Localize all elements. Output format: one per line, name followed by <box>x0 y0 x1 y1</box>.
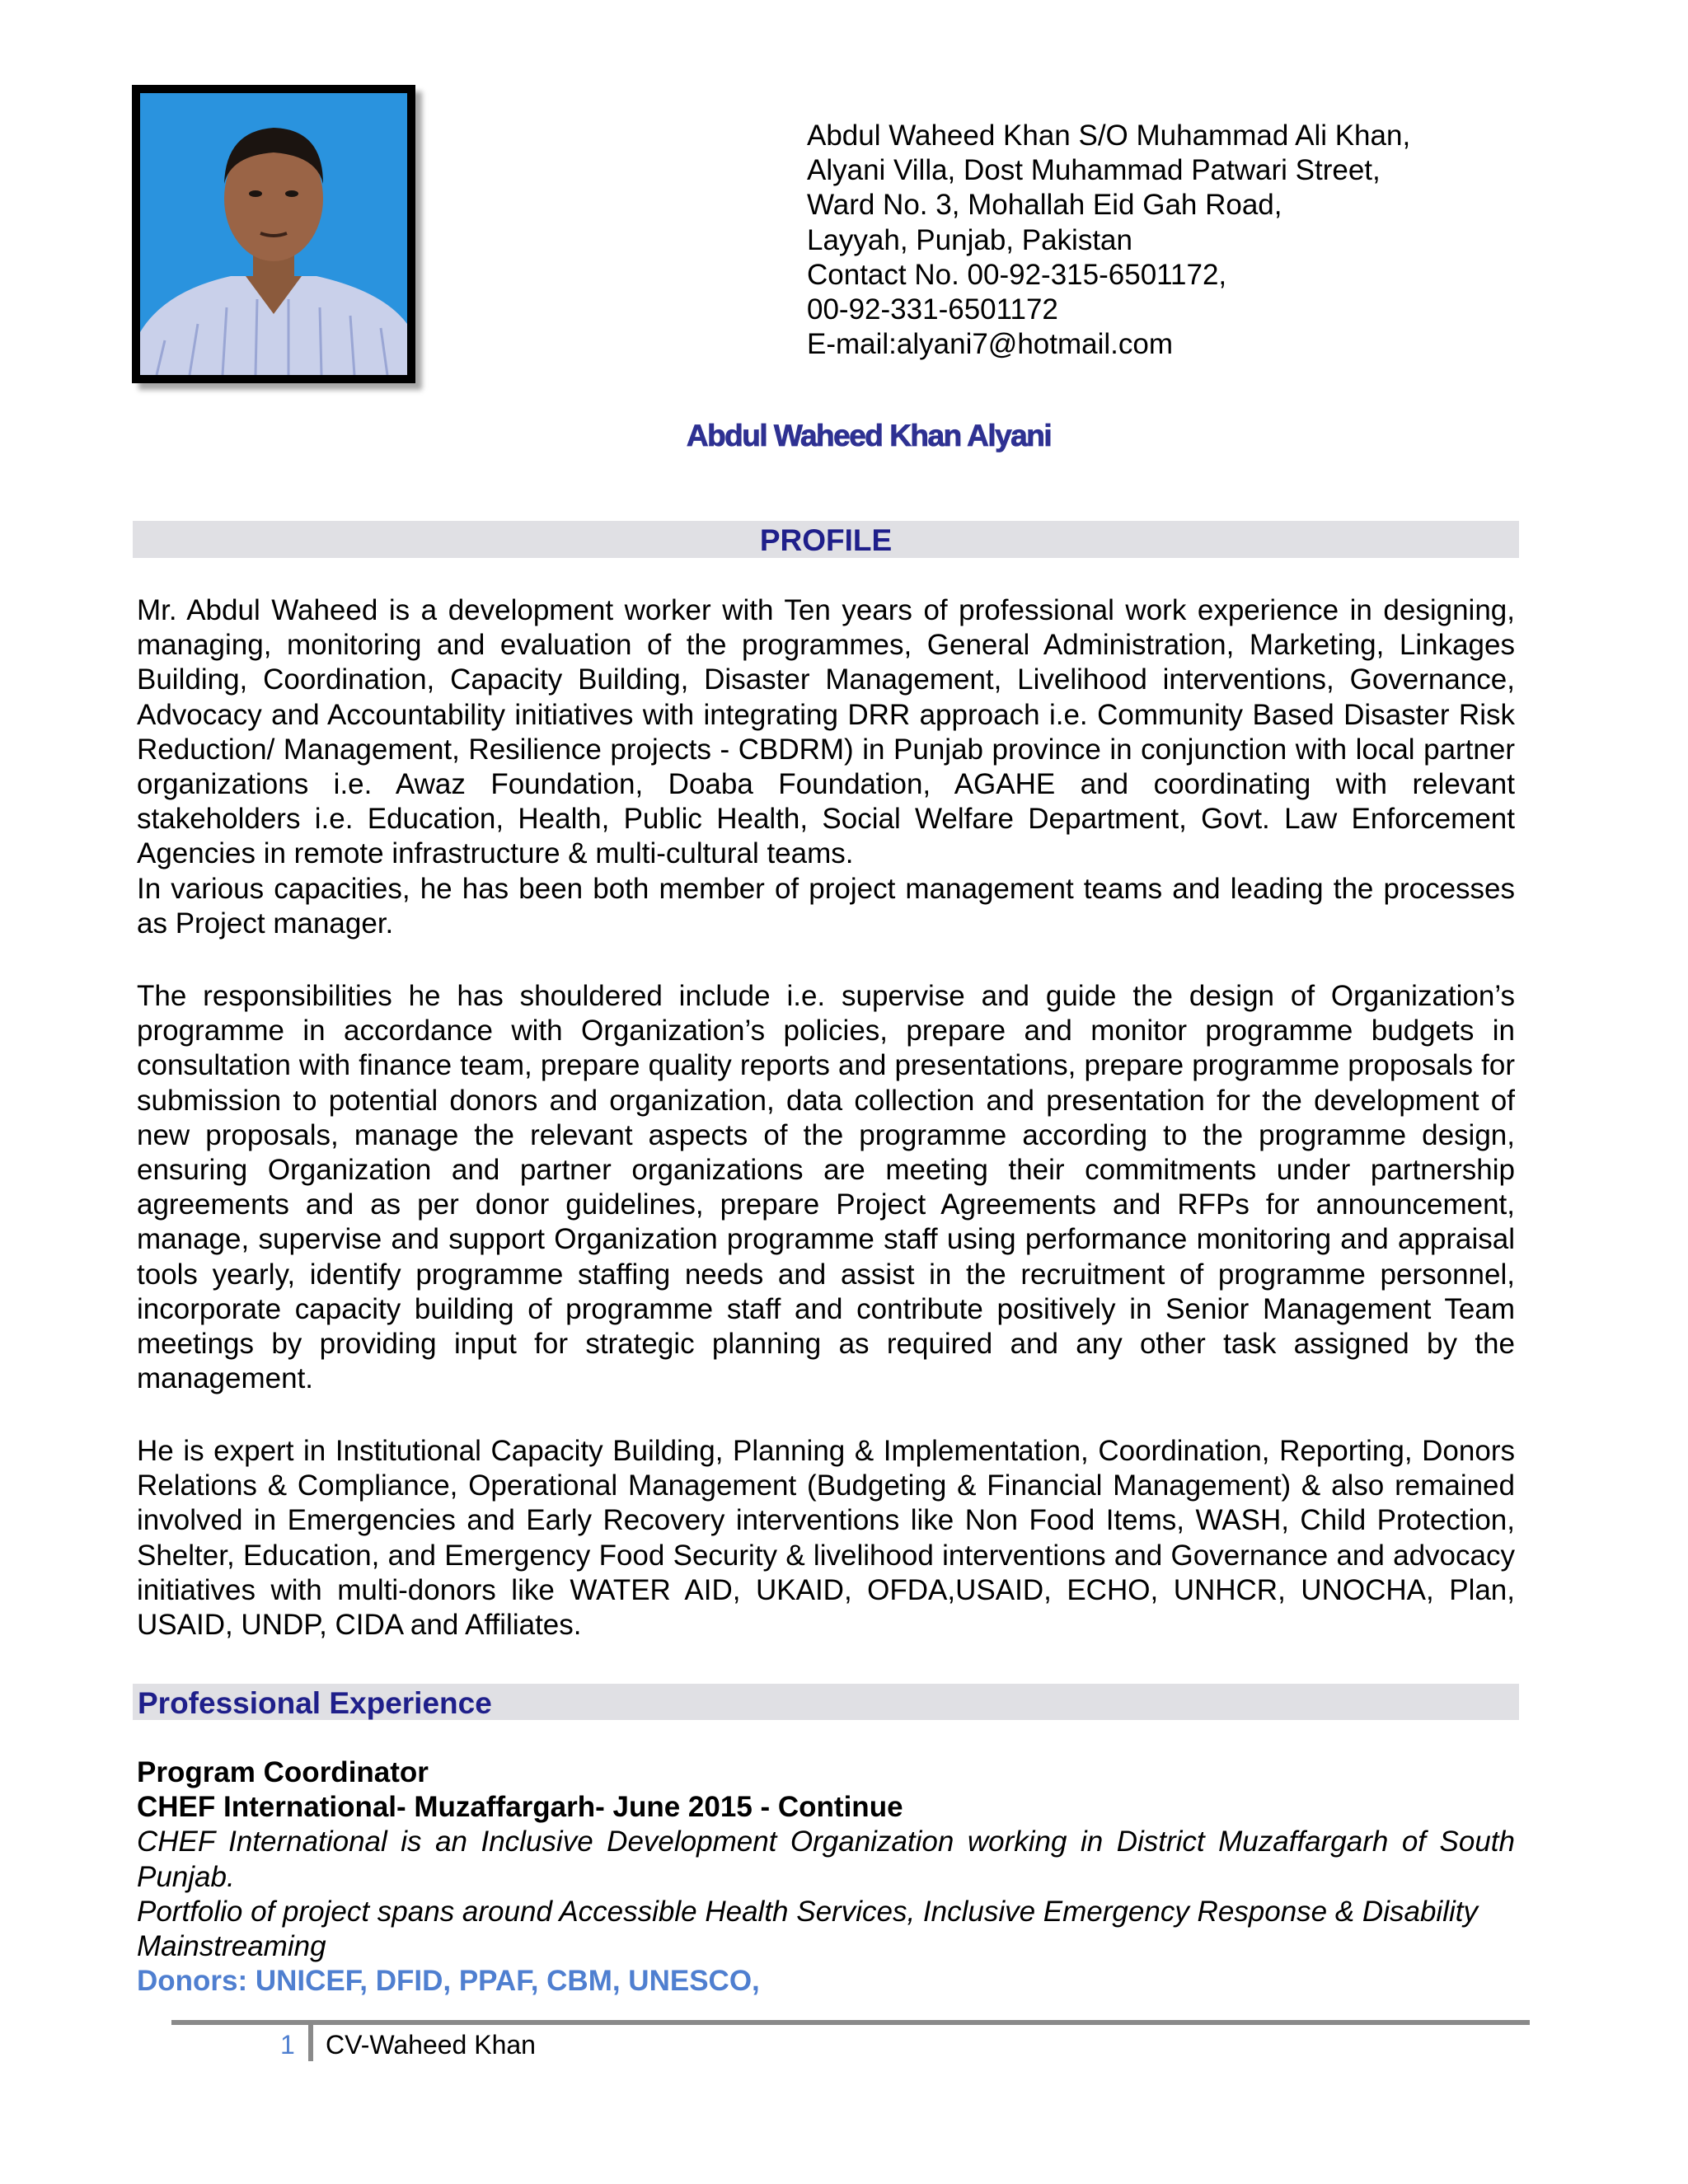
job-organization: CHEF International- Muzaffargarh- June 2015 - Continue <box>137 1791 903 1824</box>
profile-text: He is expert in Institutional Capacity Building, Planning & Implementation, Coordination, Reporting, Donors Relations & Compliance, Operational Management (Budgeting & Financial Management) & also remained involved in Emergencies and Early Recovery interventions like Non Food Items, WASH, Child Protection, Shelter, Education, and Emergency Food Security & livelihood interventions and Governance and advocacy initiatives with multi-donors like WATER AID, UKAID, OFDA,USAID, ECHO, UNHCR, UNOCHA, Plan, USAID, UNDP, CIDA and Affiliates. <box>137 1435 1515 1642</box>
job-description: CHEF International is an Inclusive Development Organization working in District Muzaffargarh of South Punjab. <box>137 1825 1515 1893</box>
profile-photo <box>140 93 407 375</box>
address-line: Layyah, Punjab, Pakistan <box>807 223 1132 256</box>
profile-paragraph-1 <box>137 593 1515 941</box>
job-donors: Donors: UNICEF, DFID, PPAF, CBM, UNESCO, <box>137 1965 760 1998</box>
profile-heading: PROFILE <box>759 523 893 557</box>
page-number: 1 <box>280 2030 295 2060</box>
candidate-name: Abdul Waheed Khan Alyani <box>686 419 1052 452</box>
address-line: Ward No. 3, Mohallah Eid Gah Road, <box>807 189 1282 222</box>
profile-text: Mr. Abdul Waheed is a development worker with Ten years of professional work experience in designing, managing, monitoring and evaluation of the programmes, General Administration, Marketing, Linkages Building, Coordination, Capacity Building, Disaster Management, Livelihood interventions, Governance, Advocacy and Accountability initiatives with integrating DRR approach i.e. Community Based Disaster Risk Reduction/ Management, Resilience projects - CBDRM) in Punjab province in conjunction with local partner organizations i.e. Awaz Foundation, Doaba Foundation, AGAHE and coordinating with relevant stakeholders i.e. Education, Health, Public Health, Social Welfare Department, Govt. Law Enforcement Agencies in remote infrastructure & multi-cultural teams. <box>137 594 1515 870</box>
profile-text: In various capacities, he has been both member of project management teams and leading the processes as Project manager. <box>137 872 1515 940</box>
profile-section-header <box>133 521 1519 558</box>
email-address: E-mail:alyani7@hotmail.com <box>807 328 1174 361</box>
footer-rule <box>171 2020 1530 2025</box>
contact-number: Contact No. 00-92-315-6501172, <box>807 258 1227 291</box>
experience-section-header <box>133 1684 1519 1720</box>
contact-address-block <box>807 119 1410 362</box>
contact-number: 00-92-331-6501172 <box>807 293 1058 326</box>
job-title: Program Coordinator <box>137 1756 429 1788</box>
footer-label: CV-Waheed Khan <box>326 2030 536 2060</box>
job-entry <box>137 1755 1515 1999</box>
job-portfolio: Portfolio of project spans around Accessible Health Services, Inclusive Emergency Response & Disability Mainstreaming <box>137 1895 1478 1963</box>
footer-divider <box>308 2025 313 2061</box>
profile-paragraph-2 <box>137 979 1515 1396</box>
address-line: Alyani Villa, Dost Muhammad Patwari Street, <box>807 154 1381 187</box>
profile-paragraph-3 <box>137 1434 1515 1643</box>
profile-text: The responsibilities he has shouldered include i.e. supervise and guide the design of Organization’s programme in accordance with Organization’s policies, prepare and monitor programme budgets in consultation with finance team, prepare quality reports and presentations, prepare programme proposals for submission to potential donors and organization, data collection and presentation for the development of new proposals, manage the relevant aspects of the programme according to the programme design, ensuring Organization and partner organizations are meeting their commitments under partnership agreements and as per donor guidelines, prepare Project Agreements and RFPs for announcement, manage, supervise and support Organization programme staff using performance monitoring and appraisal tools yearly, identify programme staffing needs and assist in the recruitment of programme personnel, incorporate capacity building of programme staff and contribute positively in Senior Management Team meetings by providing input for strategic planning as required and any other task assigned by the management. <box>137 980 1515 1395</box>
experience-heading: Professional Experience <box>138 1686 492 1720</box>
address-line: Abdul Waheed Khan S/O Muhammad Ali Khan, <box>807 120 1411 152</box>
profile-photo-frame <box>132 85 415 383</box>
portrait-image <box>140 93 407 375</box>
